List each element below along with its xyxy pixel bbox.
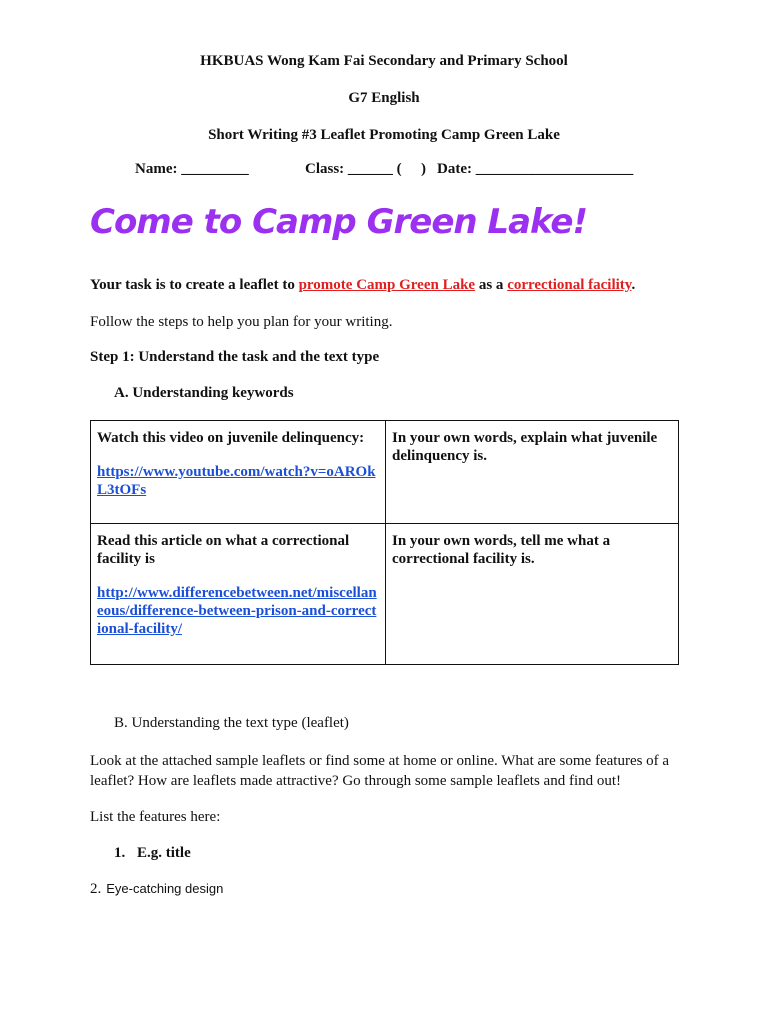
task-highlight-facility: correctional facility — [507, 277, 632, 293]
article-link[interactable]: http://www.differencebetween.net/miscellaneous/difference-between-prison-and-correctional-facility/ — [97, 585, 377, 637]
course-name: G7 English — [348, 90, 420, 106]
article-instruction: Read this article on what a correctional facility is — [97, 533, 350, 567]
table-row — [91, 524, 679, 665]
leaflet-title: Come to Camp Green Lake! — [90, 202, 587, 242]
keywords-table — [90, 420, 679, 665]
assignment-title: Short Writing #3 Leaflet Promoting Camp Green Lake — [208, 127, 560, 143]
table-row — [91, 421, 679, 524]
video-instruction: Watch this video on juvenile delinquency: — [97, 430, 365, 446]
follow-steps-text: Follow the steps to help you plan for your writing. — [90, 314, 393, 330]
list-item — [114, 843, 191, 863]
date-field-label: Date: _____________________ — [437, 161, 634, 177]
table-cell-delinquency-answer[interactable] — [386, 421, 679, 524]
school-name: HKBUAS Wong Kam Fai Secondary and Primary School — [200, 53, 568, 69]
name-field-label: Name: _________ — [135, 161, 249, 177]
feature-number: 1. — [114, 845, 126, 861]
class-field-label: Class: ______ ( — [305, 161, 402, 177]
list-intro: List the features here: — [90, 809, 221, 825]
table-cell-article — [91, 524, 386, 665]
task-statement — [90, 275, 635, 295]
task-highlight-promote: promote Camp Green Lake — [298, 277, 476, 293]
task-suffix: . — [631, 277, 636, 293]
list-item — [90, 879, 223, 899]
class-paren-close: ) — [421, 161, 426, 177]
feature-text: Eye-catching design — [106, 881, 224, 896]
table-cell-facility-answer[interactable] — [386, 524, 679, 665]
facility-prompt: In your own words, tell me what a correctional facility is. — [392, 533, 611, 567]
task-middle: as a — [475, 277, 508, 293]
feature-text: E.g. title — [137, 845, 191, 861]
section-b-heading: B. Understanding the text type (leaflet) — [114, 715, 349, 731]
task-prefix: Your task is to create a leaflet to — [90, 277, 299, 293]
section-a-heading: A. Understanding keywords — [114, 385, 294, 401]
leaflet-features-paragraph: Look at the attached sample leaflets or find some at home or online. What are some features of a leaflet? How are leaflets made attractive? Go through some sample leaflets and find out! — [90, 753, 670, 789]
table-cell-video — [91, 421, 386, 524]
delinquency-prompt: In your own words, explain what juvenile delinquency is. — [392, 430, 658, 464]
step1-heading: Step 1: Understand the task and the text type — [90, 349, 380, 365]
video-link[interactable]: https://www.youtube.com/watch?v=oAROkL3tOFs — [97, 464, 376, 498]
feature-number: 2. — [90, 881, 102, 897]
